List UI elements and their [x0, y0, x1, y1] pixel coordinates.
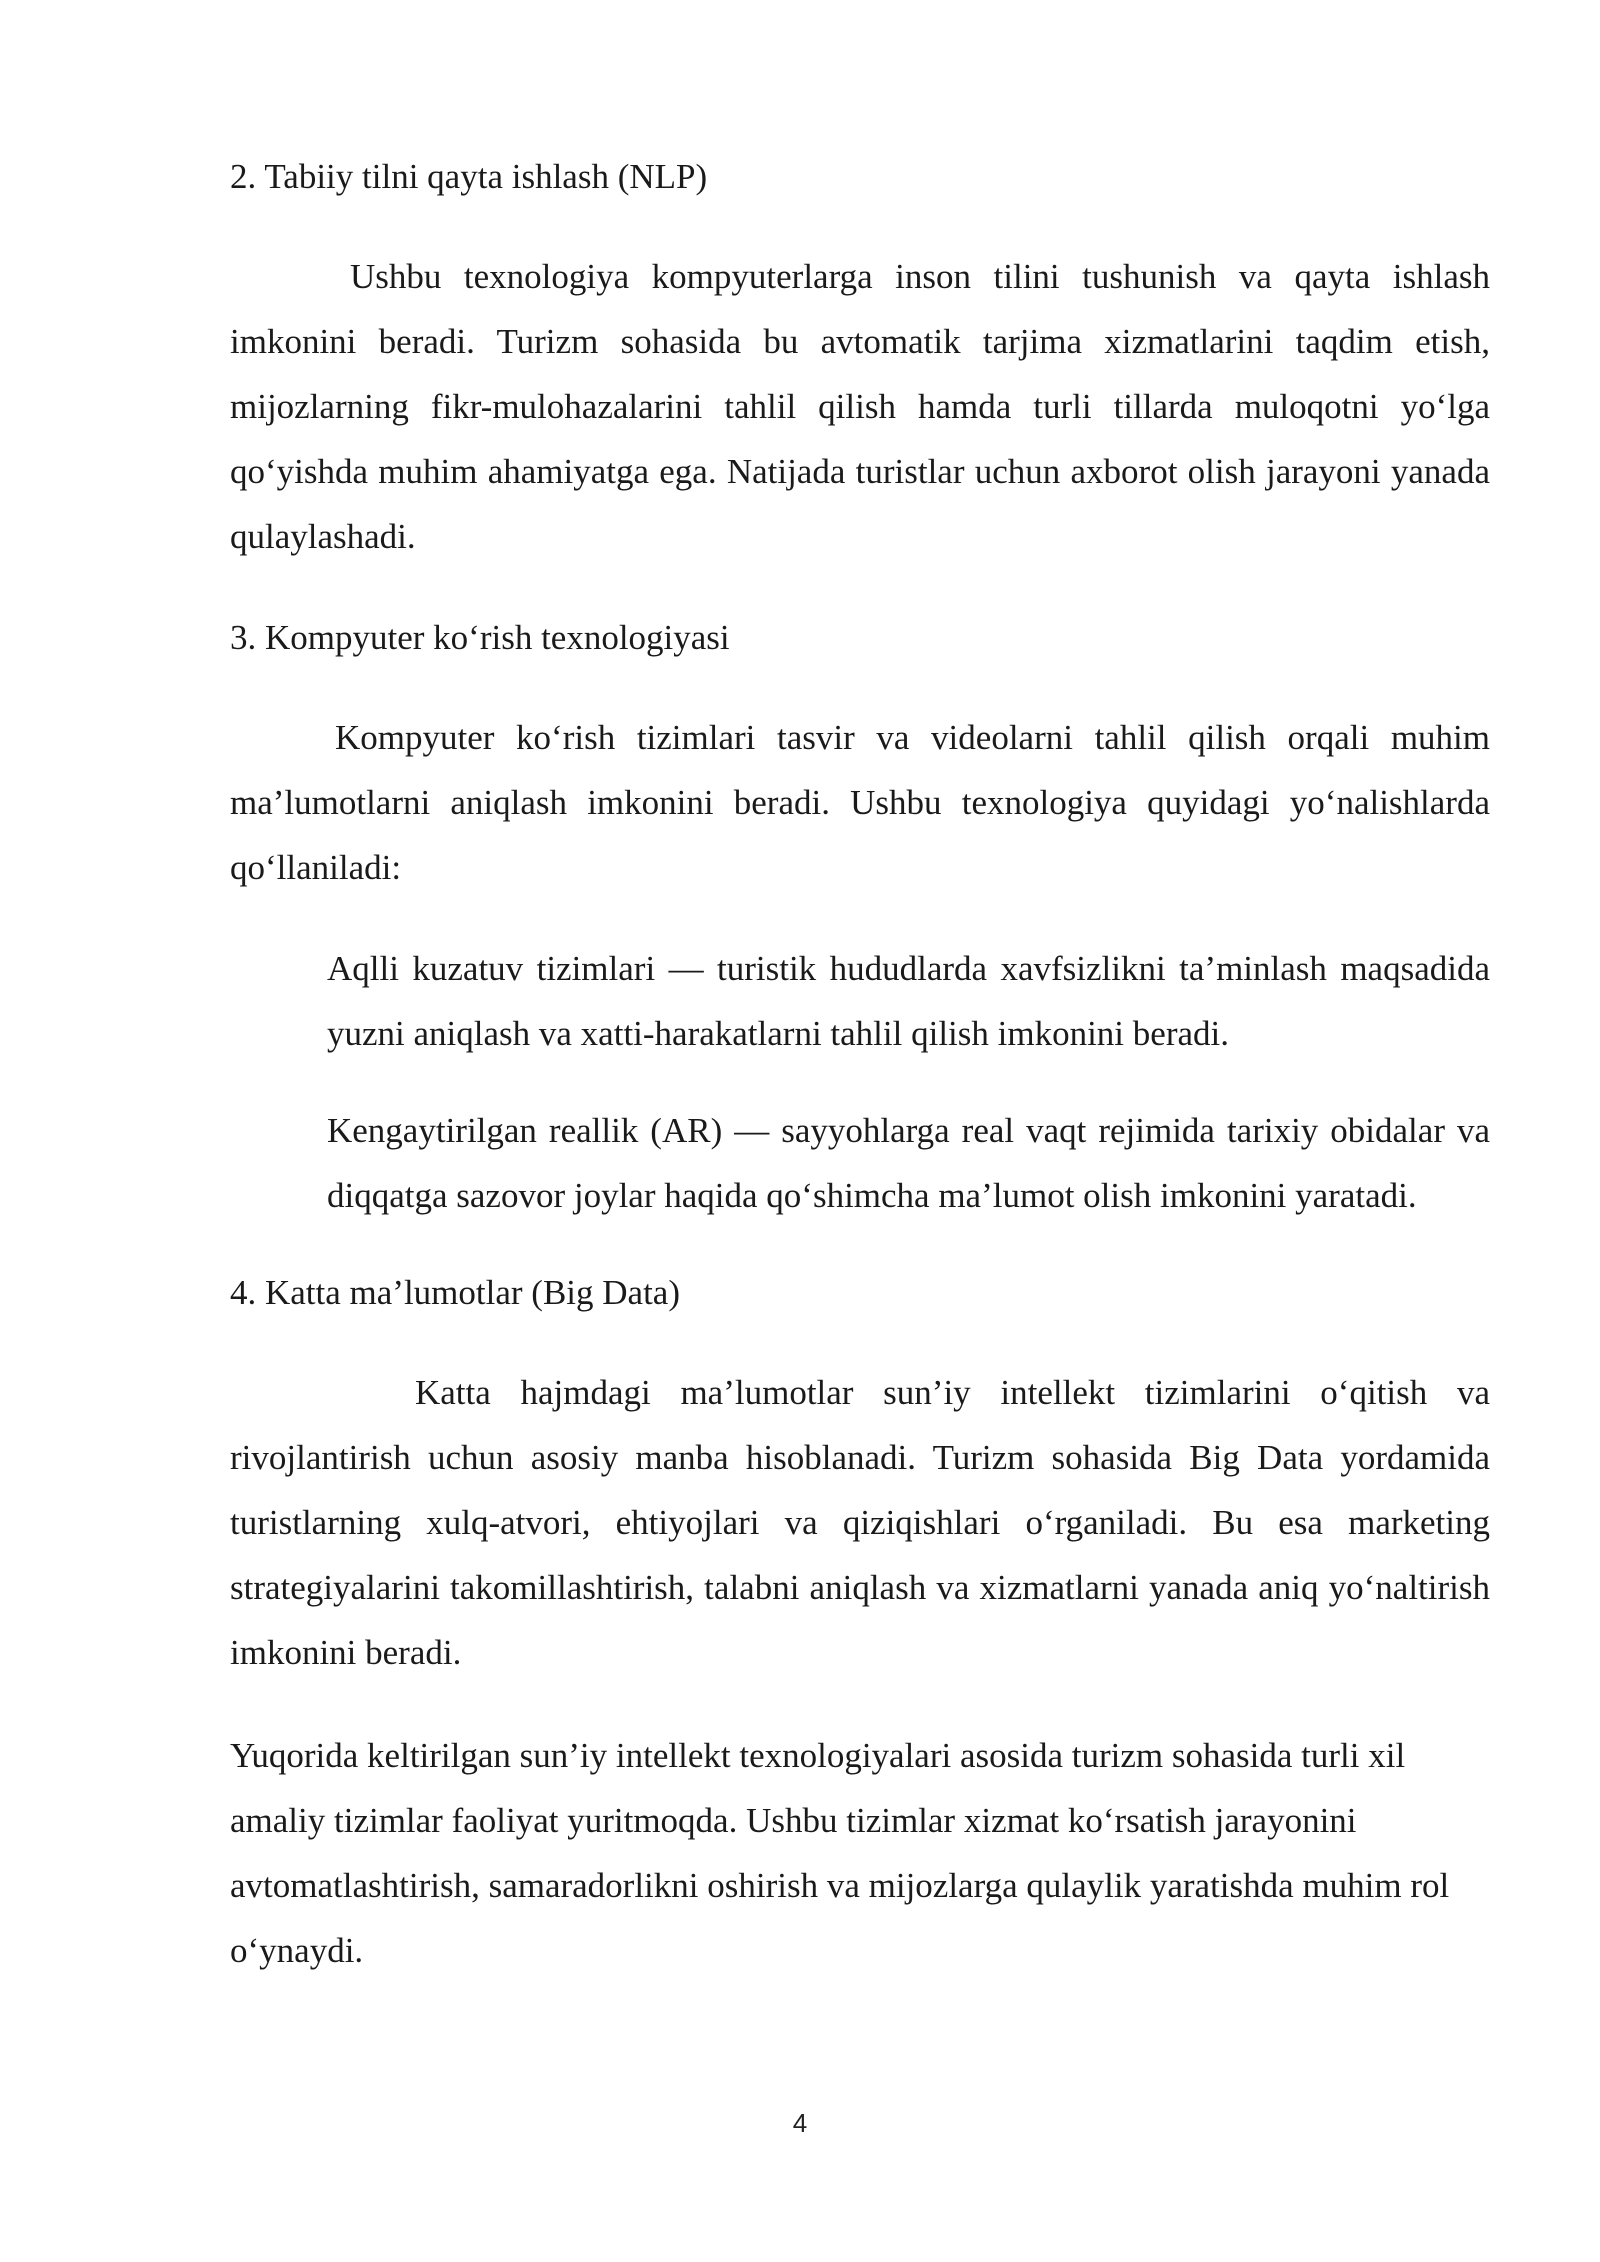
- document-page: [230, 150, 1490, 1983]
- nlp-paragraph: Ushbu texnologiya kompyuterlarga inson tilini tushunish va qayta ishlash imkonini beradi. Turizm sohasida bu avtomatik tarjima xizmatlarini taqdim etish, mijozlarning fikr-mulohazalarini tahlil qilish hamda turli tillarda muloqotni yo‘lga qo‘yishda muhim ahamiyatga ega. Natijada turistlar uchun axborot olish jarayoni yanada qulaylashadi.: [230, 257, 1490, 556]
- page-number: 4: [792, 2108, 808, 2138]
- bigdata-heading: 4. Katta ma’lumotlar (Big Data): [230, 1273, 680, 1312]
- nlp-heading: 2. Tabiiy tilni qayta ishlash (NLP): [230, 157, 708, 196]
- bigdata-paragraph: Katta hajmdagi ma’lumotlar sun’iy intellekt tizimlarini o‘qitish va rivojlantirish uchun asosiy manba hisoblanadi. Turizm sohasida Big Data yordamida turistlarning xulq-atvori, ehtiyojlari va qiziqishlari o‘rganiladi. Bu esa marketing strategiyalarini takomillashtirish, talabni aniqlash va xizmatlarni yanada aniq yo‘naltirish imkonini beradi.: [230, 1373, 1490, 1672]
- cv-heading: 3. Kompyuter ko‘rish texnologiyasi: [230, 618, 730, 657]
- conclusion-paragraph: Yuqorida keltirilgan sun’iy intellekt texnologiyalari asosida turizm sohasida turli xil amaliy tizimlar faoliyat yuritmoqda. Ushbu tizimlar xizmat ko‘rsatish jarayonini avtomatlashtirish, samaradorlikni oshirish va mijozlarga qulaylik yaratishda muhim rol o‘ynaydi.: [230, 1736, 1450, 1970]
- cv-paragraph: Kompyuter ko‘rish tizimlari tasvir va videolarni tahlil qilish orqali muhim ma’lumotlarni aniqlash imkonini beradi. Ushbu texnologiya quyidagi yo‘nalishlarda qo‘llaniladi:: [230, 718, 1490, 887]
- cv-list-item-smart-surveillance: Aqlli kuzatuv tizimlari — turistik hududlarda xavfsizlikni ta’minlash maqsadida yuzni aniqlash va xatti-harakatlarni tahlil qilish imkonini beradi.: [327, 949, 1490, 1053]
- cv-list-item-augmented-reality: Kengaytirilgan reallik (AR) — sayyohlarga real vaqt rejimida tarixiy obidalar va diqqatga sazovor joylar haqida qo‘shimcha ma’lumot olish imkonini yaratadi.: [327, 1111, 1490, 1215]
